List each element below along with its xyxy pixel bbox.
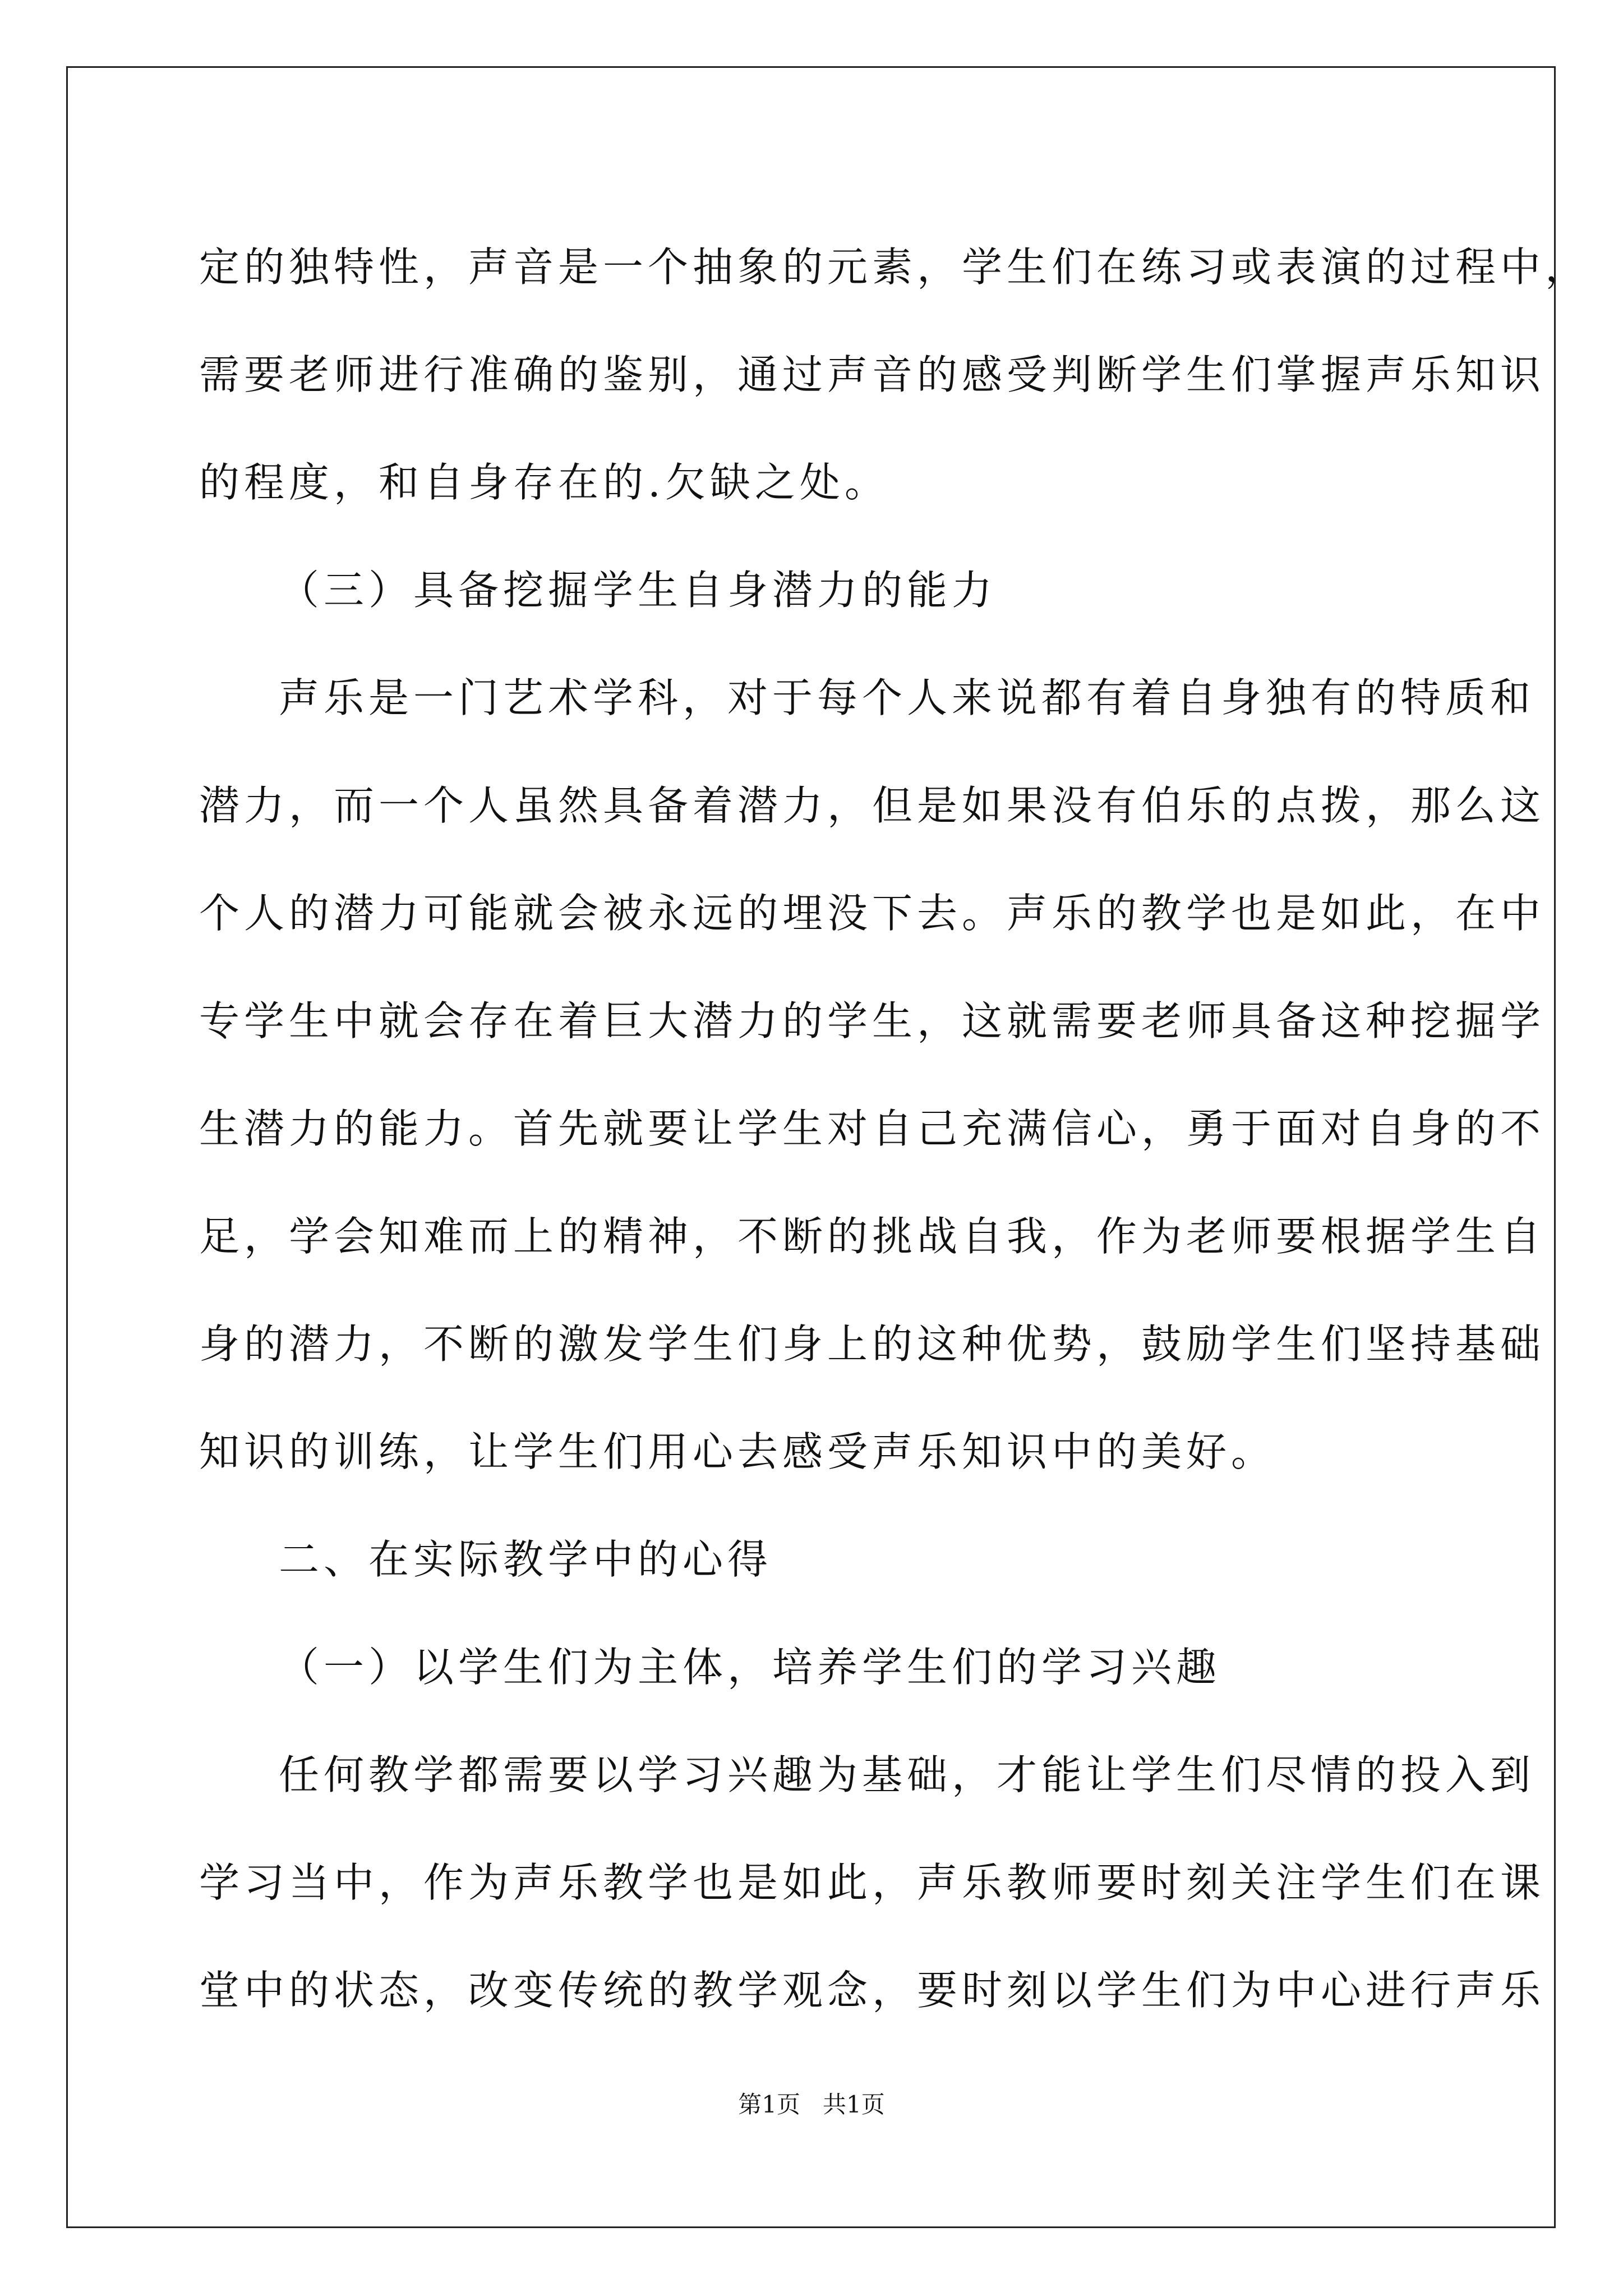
- section-heading: （一）以学生们为主体，培养学生们的学习兴趣: [279, 1644, 1221, 1691]
- text-line: 足，学会知难而上的精神，不断的挑战自我，作为老师要根据学生自: [199, 1213, 1546, 1260]
- text-line: 需要老师进行准确的鉴别，通过声音的感受判断学生们掌握声乐知识: [199, 351, 1546, 398]
- section-heading: 二、在实际教学中的心得: [279, 1536, 773, 1583]
- text-line: 堂中的状态，改变传统的教学观念，要时刻以学生们为中心进行声乐: [199, 1967, 1546, 2014]
- text-line: 任何教学都需要以学习兴趣为基础，才能让学生们尽情的投入到: [279, 1751, 1536, 1798]
- text-line: 专学生中就会存在着巨大潜力的学生，这就需要老师具备这种挖掘学: [199, 997, 1546, 1045]
- text-line: 身的潜力，不断的激发学生们身上的这种优势，鼓励学生们坚持基础: [199, 1320, 1546, 1368]
- text-line: 学习当中，作为声乐教学也是如此，声乐教师要时刻关注学生们在课: [199, 1859, 1546, 1906]
- page-footer: 第1页 共1页: [738, 2091, 885, 2118]
- text-line: 定的独特性，声音是一个抽象的元素，学生们在练习或表演的过程中，: [199, 243, 1590, 291]
- text-line: 知识的训练，让学生们用心去感受声乐知识中的美好。: [199, 1428, 1276, 1475]
- section-heading: （三）具备挖掘学生自身潜力的能力: [279, 567, 997, 614]
- text-line: 声乐是一门艺术学科，对于每个人来说都有着自身独有的特质和: [279, 674, 1536, 721]
- text-line: 个人的潜力可能就会被永远的埋没下去。声乐的教学也是如此，在中: [199, 890, 1546, 937]
- document-body: [199, 213, 1590, 2044]
- text-line: 的程度，和自身存在的.欠缺之处。: [199, 459, 889, 506]
- text-line: 生潜力的能力。首先就要让学生对自己充满信心，勇于面对自身的不: [199, 1105, 1546, 1152]
- text-line: 潜力，而一个人虽然具备着潜力，但是如果没有伯乐的点拨，那么这: [199, 782, 1546, 829]
